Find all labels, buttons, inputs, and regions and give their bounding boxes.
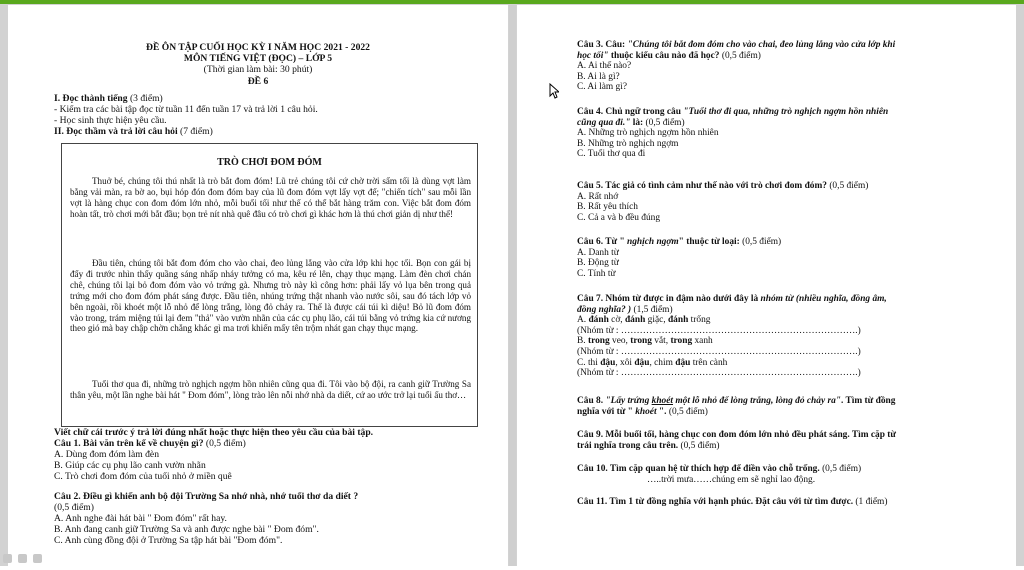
passage-paragraph-1: Thuở bé, chúng tôi thú nhất là trò bắt đom đóm! Lũ trẻ chúng tôi cứ chờ trời sẩm tối là dùng vợt làm bằng vải màn, ra bờ ao, bụi hóp đón đom đóm bay của lũ đom đóm vợt lấy vợt để; "chiến tích" sau mỗi lần vợt là hàng chục con đom đóm lớn nhỏ, mỗi buổi tối như thế có thể bắt hàng trăm con. Việc bắt đom đóm hoàn tất, trò chơi mới bắt đầu; bọn trẻ nít nhà quê đâu có trò chơi gì khác hơn là thú chơi giản dị như thế! [70,176,471,219]
q9-text: Câu 9. Mỗi buổi tối, hàng chục con đom đóm lớn nhỏ đều phát sáng. Tìm cặp từ [577,430,897,440]
q11-points: (1 điểm) [853,497,888,507]
q7-a-word-1: đánh [588,315,609,326]
q7-c-word-1: đậu [600,357,616,368]
question-8 [577,396,895,417]
q3-quote-end: học tối" [577,50,609,61]
bottom-toolbar [0,552,70,566]
q6-word: nghịch ngợm [627,237,679,247]
q7-quote-end: đồng nghĩa? ) [577,304,632,315]
q7-option-c [577,358,887,369]
q6-option-b: B. Động từ [577,258,619,269]
q6-option-a: A. Danh từ [577,247,619,258]
question-1 [54,438,246,449]
q5-points: (0,5 điểm) [826,181,869,191]
exam-number: ĐỀ 6 [247,76,269,87]
q7-b-word-3: trong [670,336,693,347]
toolbar-button-1-icon[interactable] [3,554,12,563]
q6-rest: " thuộc từ loại: [678,237,740,247]
q5-option-c: C. Cả a và b đều đúng [577,212,661,223]
part1-points: (3 điểm) [127,93,163,104]
q7-c-word-3: đậu [675,357,691,368]
q7-b-word-1: trong [587,336,610,347]
subject-title: MÔN TIẾNG VIỆT (ĐỌC) – LỚP 5 [183,53,333,64]
question-4 [577,107,888,160]
question-5 [577,181,868,223]
q11-text: Câu 11. Tìm 1 từ đồng nghĩa với hạnh phúc. Đặt câu với từ tìm được. [577,497,854,507]
passage-paragraph-3: Tuổi thơ qua đi, những trò nghịch ngợm hồn nhiên cũng qua đi. Tôi vào bộ đội, ra canh giữ Trường Sa thân yêu, một lần nghe bài hát " Đom đóm", lòng trào lên nỗi nhớ nhà da diết, cứ ao ước trở lại tuổi ấu thơ… [70,379,471,400]
q1-option-c: C. Trò chơi đom đóm của tuổi nhỏ ở miền quê [54,471,232,482]
q3-option-c: C. Ai làm gì? [577,82,627,93]
passage-paragraph-2: Đầu tiên, chúng tôi bắt đom đóm cho vào chai, đeo lủng lẳng vào cửa lớp khi học tối. Bọn con gái bị đẩy đi trước nhìn thấy quầng sáng nhấp nháy tưởng có ma, kêu ré lên, chạy thục mạng. Làm đèn chơi chán chê, chúng tôi lại bỏ đom đóm vào vỏ trứng gà. Nhưng trò này kì công hơn: phải lấy vỏ lụa bên trong quả trứng mới cho đom đóm phát sáng được. Đầu tiên, nhúng trứng thật nhanh vào nước sôi, sau đó tách lớp vỏ bên ngoài, rồi khoét một lỗ nhỏ để lòng trắng, lòng đỏ chảy ra. Thế là được cái túi kì diệu! Bỏ lũ đom đóm vào trong, trám miệng túi lại đem "thả" vào vườn nhãn của các cụ phụ lão, cái túi bằng vỏ trứng kia cứ nương theo gió mà bay chập chờn chẳng khác gì ma trơi khiến mấy tên trộm nhát gan chạy thục mạng. [70,258,471,334]
q4-label: Câu 4. Chủ ngữ trong câu [577,107,684,117]
q8-quote-underlined: khoét [651,396,673,406]
q7-points: (1,5 điểm) [631,304,673,315]
q1-points: (0,5 điểm) [203,438,246,449]
q3-quote: "Chúng tôi bắt đom đóm cho vào chai, đeo lủng lẳng vào cửa lớp khi [627,40,896,50]
q3-label: Câu 3. Câu: [577,40,628,50]
q10-points: (0,5 điểm) [819,464,862,474]
q8-line-2-end: ". [656,406,667,417]
q8-label: Câu 8. [577,396,606,406]
q2-points: (0,5 điểm) [54,502,94,513]
q7-b-text-1: veo, [609,336,631,347]
q7-blank-c: (Nhóm từ : ………………………………………………………………….) [577,368,861,379]
q7-a-text-3: trống [688,315,711,326]
q4-option-a: A. Những trò nghịch ngợm hồn nhiên [577,128,719,139]
toolbar-button-2-icon[interactable] [18,554,27,563]
part1-line-2: - Học sinh thực hiện yêu cầu. [54,115,167,126]
q7-c-text-3: trên cành [690,357,728,368]
q4-rest: là: [630,117,644,128]
question-7 [577,294,887,379]
q7-a-word-3: đánh [667,315,689,326]
q6-label: Câu 6. Từ " [577,237,627,247]
q10-line-2: …..trời mưa……chúng em sẽ nghỉ lao động. [647,474,816,485]
q7-blank-b: (Nhóm từ : ………………………………………………………………….) [577,346,861,357]
q2-option-b: B. Anh đang canh giữ Trường Sa và anh được nghe bài " Đom đóm". [54,524,319,535]
q5-option-a: A. Rất nhớ [577,191,619,202]
part2-title: II. Đọc thầm và trả lời câu hỏi [54,126,178,137]
q7-b-word-2: trong [630,336,652,347]
q8-quote-post: một lỗ nhỏ để lòng trắng, lòng đỏ chảy ra" [673,396,841,406]
question-6 [577,237,781,279]
q7-c-text-1: , xôi [615,357,635,368]
q5-option-b: B. Rất yêu thích [577,202,638,213]
q1-option-a: A. Dùng đom đóm làm đèn [54,449,159,460]
q4-option-c: C. Tuổi thơ qua đi [577,149,646,160]
q4-option-b: B. Những trò nghịch ngợm [577,138,679,149]
toolbar-button-3-icon[interactable] [33,554,42,563]
q4-quote-end: cũng qua đi." [577,117,631,128]
q7-a-text-1: cờ, [608,315,625,326]
part1-title: I. Đọc thành tiếng [54,93,128,104]
exam-title: ĐỀ ÔN TẬP CUỐI HỌC KỲ I NĂM HỌC 2021 - 2022 [146,42,370,53]
q2-option-a: A. Anh nghe đài hát bài " Đom đóm" rất hay. [54,513,227,524]
q7-b-text-3: xanh [692,336,713,347]
part1-heading [54,93,163,104]
q8-quote-pre: "Lấy trứng [605,396,652,406]
q7-a-word-2: đánh [624,315,646,326]
part1-line-1: - Kiểm tra các bài tập đọc từ tuần 11 đến tuần 17 và trả lời 1 câu hỏi. [54,104,318,115]
question-3 [577,40,895,93]
q7-option-b [577,336,887,347]
q7-blank-a: (Nhóm từ : ………………………………………………………………….) [577,325,861,336]
q6-option-c: C. Tính từ [577,268,616,279]
q3-rest: thuộc kiểu câu nào đã học? [608,50,720,61]
q7-c-word-2: đậu [634,357,650,368]
document-page-left [8,5,508,566]
q4-points: (0,5 điểm) [643,117,685,128]
q2-option-c: C. Anh cùng đồng đội ở Trường Sa tập hát bài "Đom đóm". [54,535,283,546]
q3-option-a: A. Ai thế nào? [577,61,632,72]
q7-c-text-2: , chim [649,357,676,368]
reading-passage-box [61,143,478,427]
part2-heading [54,126,213,137]
page-gap [509,5,516,566]
question-11 [577,497,887,508]
q5-text: Câu 5. Tác giả có tình cảm như thế nào với trò chơi đom đóm? [577,181,827,191]
q1-option-b: B. Giúp các cụ phụ lão canh vườn nhãn [54,460,206,471]
q7-c-prefix: C. thi [577,357,601,368]
question-10 [577,464,861,485]
window-frame-accent [0,0,1024,4]
instruction: Viết chữ cái trước ý trả lời đúng nhất hoặc thực hiện theo yêu cầu của bài tập. [54,427,374,438]
part2-points: (7 điểm) [177,126,213,137]
q9-points: (0,5 điểm) [678,440,720,451]
q8-rest: . Tìm từ đồng [841,396,896,406]
q7-label: Câu 7. Nhóm từ được in đậm nào dưới đây là [577,294,761,304]
q7-a-prefix: A. [577,315,589,326]
q7-a-text-2: giặc, [645,315,668,326]
q10-text: Câu 10. Tìm cặp quan hệ từ thích hợp để điền vào chỗ trống. [577,464,820,474]
q9-line-2: trái nghĩa trong câu trên. [577,440,679,451]
q8-word: khoét [632,406,657,417]
q4-quote: "Tuổi thơ đi qua, những trò nghịch ngợm hồn nhiên [683,107,889,117]
q1-text: Câu 1. Bài văn trên kể về chuyện gì? [54,438,204,449]
q7-quote: nhóm từ (nhiều nghĩa, đồng âm, [760,294,887,304]
document-page-right [517,5,1016,566]
q8-points: (0,5 điểm) [666,406,708,417]
q7-option-a [577,315,887,326]
q8-line-2: nghĩa với từ " [577,406,633,417]
q3-option-b: B. Ai là gì? [577,71,620,82]
q3-points: (0,5 điểm) [719,50,761,61]
passage-title: TRÒ CHƠI ĐOM ĐÓM [217,157,322,168]
question-2: Câu 2. Điều gì khiến anh bộ đội Trường Sa nhớ nhà, nhớ tuổi thơ da diết ? [54,491,359,502]
mouse-cursor-icon [549,83,559,99]
q6-points: (0,5 điểm) [739,237,782,247]
exam-time: (Thời gian làm bài: 30 phút) [203,64,313,75]
q7-b-text-2: vắt, [651,336,671,347]
q7-b-prefix: B. [577,336,588,347]
question-9 [577,430,896,451]
